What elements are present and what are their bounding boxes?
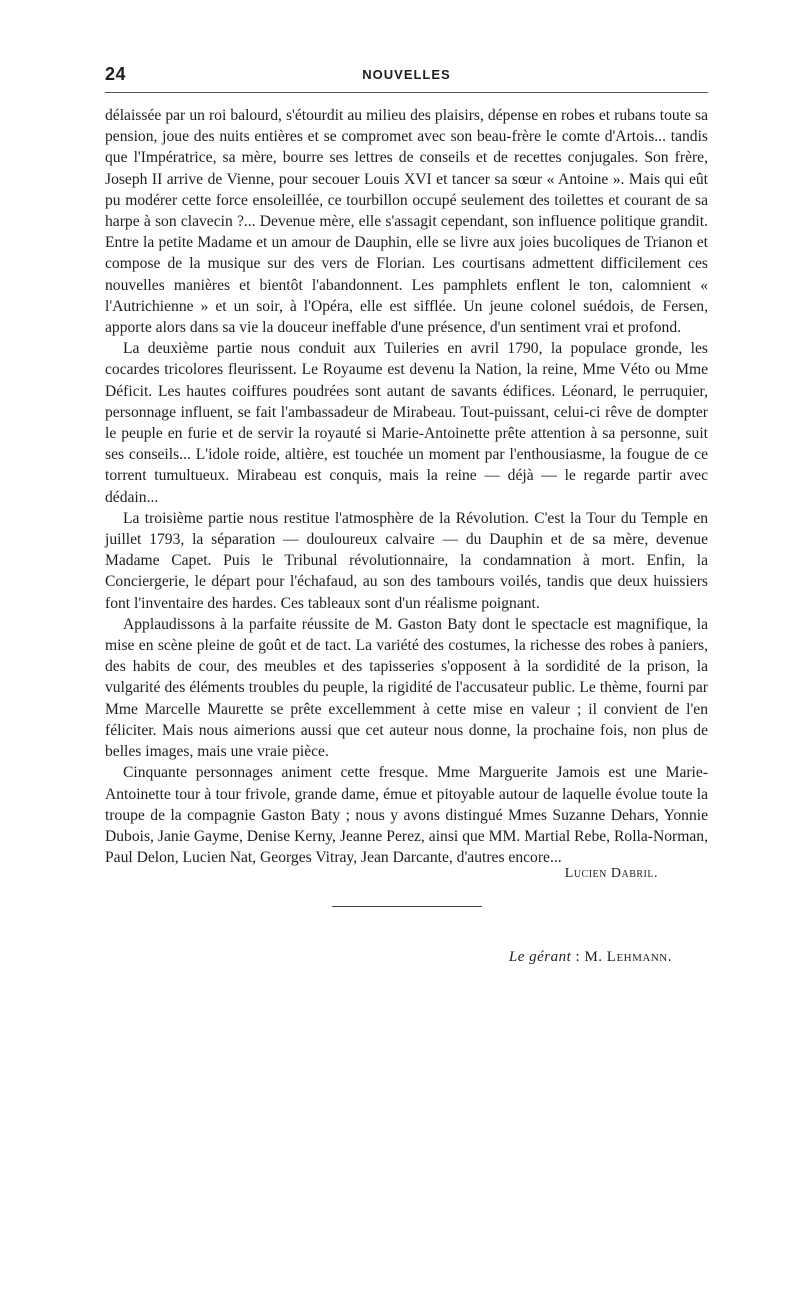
manager-label: Le gérant	[508, 949, 572, 966]
manager-line	[105, 949, 708, 966]
paragraph-5: Cinquante personnages animent cette fresque. Mme Marguerite Jamois est une Marie-Antoinette tour à tour frivole, grande dame, émue et pitoyable autour de laquelle évolue toute la troupe de la compagnie Gaston Baty ; nous y avons distingué Mmes Suzanne Dehars, Yonnie Dubois, Janie Gayme, Denise Kerny, Jeanne Perez, ainsi que MM. Martial Rebe, Rolla-Norman, Paul Delon, Lucien Nat, Georges Vitray, Jean Darcante, d'autres encore...	[105, 764, 708, 867]
paragraph-2: La deuxième partie nous conduit aux Tuileries en avril 1790, la populace gronde, les cocardes tricolores fleurissent. Le Royaume est devenu la Nation, la reine, Mme Véto ou Mme Déficit. Les hautes coiffures poudrées sont autant de savants édifices. Léonard, le perruquier, personnage influent, se fait l'ambassadeur de Mirabeau. Tout-puissant, celui-ci rêve de dompter le peuple en furie et de servir la royauté si Marie-Antoinette prête attention à sa personne, suit ses conseils... L'idole roide, altière, est touchée un moment par l'enthousiasme, la fougue de ce torrent tumultueux. Mirabeau est conquis, mais la reine — déjà — le regarde partir avec dédain...	[105, 340, 708, 506]
author-signature: Lucien Dabril.	[564, 866, 658, 882]
running-title: NOUVELLES	[362, 67, 451, 82]
paragraph-3: La troisième partie nous restitue l'atmosphère de la Révolution. C'est la Tour du Temple en juillet 1793, la séparation — douloureux calvaire — du Dauphin et de sa mère, devenue Madame Capet. Puis le Tribunal révolutionnaire, la condamnation à mort. Enfin, la Conciergerie, le départ pour l'échafaud, au son des tambours voilés, tandis que deux huissiers font l'inventaire des hardes. Ces tableaux sont d'un réalisme poignant.	[105, 509, 708, 612]
page-number: 24	[105, 64, 127, 84]
manager-name: : M. Lehmann.	[575, 949, 672, 966]
document-page	[105, 62, 708, 966]
article-body	[105, 105, 708, 868]
paragraph-1: délaissée par un roi balourd, s'étourdit au milieu des plaisirs, dépense en robes et rubans toute sa pension, joue des nuits entières et se compromet avec son beau-frère le comte d'Artois... tandis que l'Impératrice, sa mère, bourre ses lettres de conseils et de recettes conjugales. Son frère, Joseph II arrive de Vienne, pour secouer Louis XVI et tancer sa sœur « Antoine ». Mais qui eût pu modérer cette force ensoleillée, ce tourbillon occupé seulement des toilettes et courant de sa harpe à son clavecin ?... Devenue mère, elle s'assagit cependant, son influence politique grandit. Entre la petite Madame et un amour de Dauphin, elle se livre aux joies bucoliques de Trianon et compose de la musique sur des vers de Florian. Les courtisans admettent difficilement ces nouvelles manières et bientôt l'abandonnent. Les pamphlets enflent le ton, calomnient « l'Autrichienne » et un soir, à l'Opéra, elle est sifflée. Un jeune colonel suédois, de Fersen, apporte alors dans sa vie la douceur ineffable d'une présence, d'un sentiment vrai et profond.	[105, 107, 708, 337]
running-header	[105, 62, 708, 93]
paragraph-4: Applaudissons à la parfaite réussite de M. Gaston Baty dont le spectacle est magnifique, la mise en scène pleine de goût et de tact. La variété des costumes, la richesse des robes à paniers, des habits de cour, des meubles et des tapisseries s'opposent à la sordidité de la prison, la vulgarité des éléments troubles du peuple, la rigidité de l'accusateur public. Le thème, fourni par Mme Marcelle Maurette se prête excellemment à cette mise en valeur ; il convient de l'en féliciter. Mais nous aimerions aussi que cet auteur nous donne, la prochaine fois, non plus de belles images, mais une vraie pièce.	[105, 615, 708, 761]
section-divider	[332, 906, 482, 907]
